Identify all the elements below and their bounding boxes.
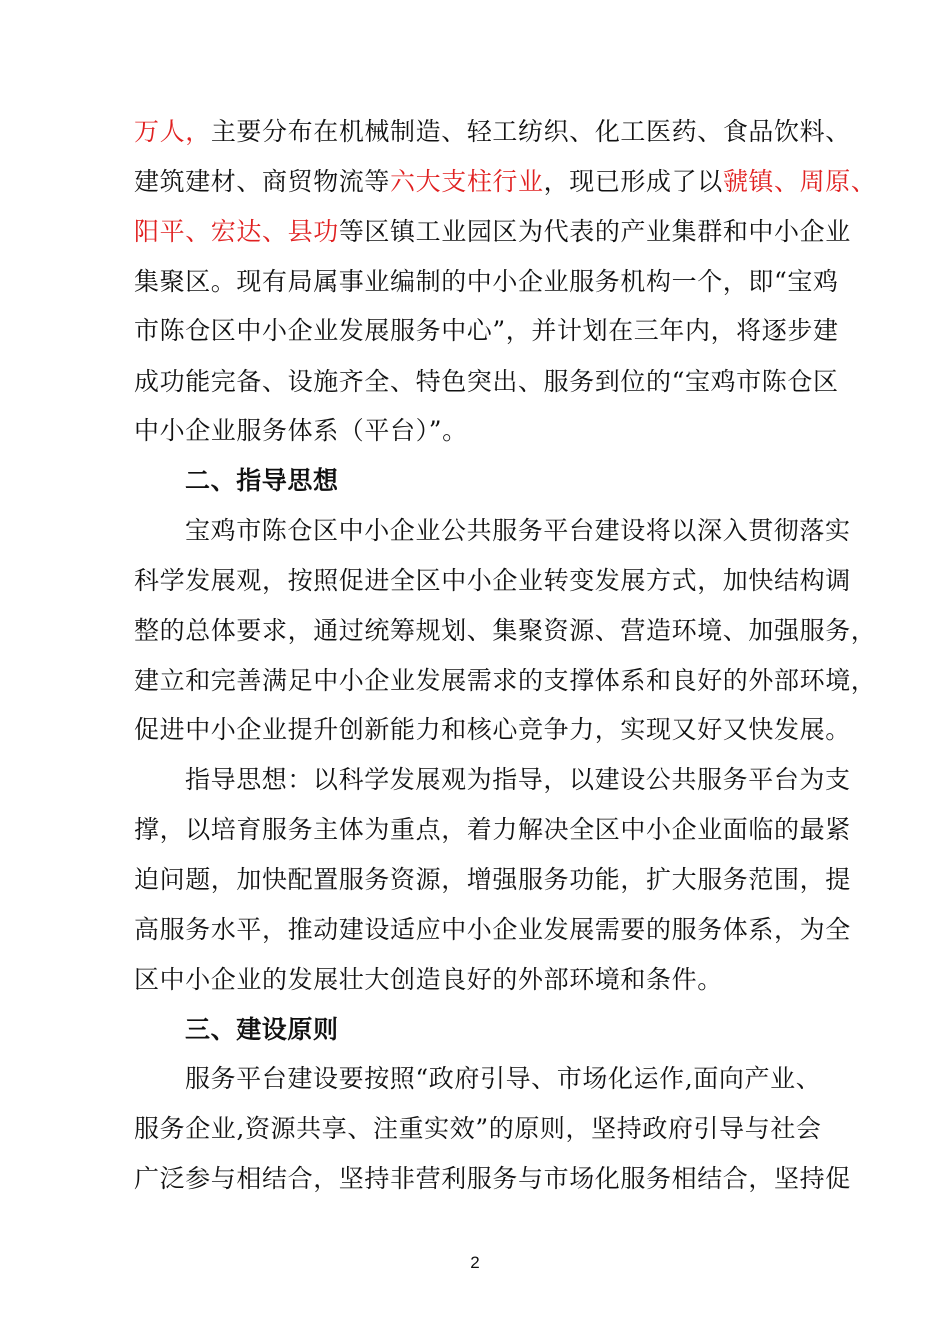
paragraph-line	[134, 214, 851, 250]
paragraph-line	[134, 164, 876, 200]
paragraph-line: 区中小企业的发展壮大创造良好的外部环境和条件。	[134, 965, 723, 994]
paragraph-line: 广泛参与相结合，坚持非营利服务与市场化服务相结合，坚持促	[134, 1164, 851, 1193]
section-heading: 二、指导思想	[185, 466, 339, 495]
paragraph-line: 集聚区。现有局属事业编制的中小企业服务机构一个，即“宝鸡	[134, 267, 839, 296]
paragraph-line	[134, 114, 851, 150]
paragraph-line: 成功能完备、设施齐全、特色突出、服务到位的“宝鸡市陈仓区	[134, 367, 839, 396]
highlighted-text: 六大支柱行业	[390, 167, 544, 196]
section-heading: 三、建设原则	[185, 1015, 339, 1044]
highlighted-text: 阳平、宏达、县功	[134, 217, 339, 246]
paragraph-line: 科学发展观，按照促进全区中小企业转变发展方式，加快结构调	[134, 566, 851, 595]
body-text: ，现已形成了以	[543, 167, 723, 196]
paragraph-line: 撑，以培育服务主体为重点，着力解决全区中小企业面临的最紧	[134, 815, 851, 844]
page-number: 2	[470, 1253, 480, 1272]
paragraph-line: 中小企业服务体系（平台）”。	[134, 416, 468, 445]
paragraph-line: 指导思想：以科学发展观为指导，以建设公共服务平台为支	[185, 765, 851, 794]
paragraph-line: 服务企业,资源共享、注重实效”的原则，坚持政府引导与社会	[134, 1114, 822, 1143]
body-text: 主要分布在机械制造、轻工纺织、化工医药、食品饮料、	[210, 117, 851, 146]
paragraph-line: 促进中小企业提升创新能力和核心竞争力，实现又好又快发展。	[134, 715, 851, 744]
paragraph-line: 整的总体要求，通过统筹规划、集聚资源、营造环境、加强服务，	[134, 616, 877, 645]
paragraph-line: 建立和完善满足中小企业发展需求的支撑体系和良好的外部环境，	[134, 666, 877, 695]
highlighted-text: 万人，	[134, 117, 211, 146]
highlighted-text: 虢镇、周原、	[722, 167, 877, 196]
body-text: 建筑建材、商贸物流等	[134, 167, 391, 196]
paragraph-line: 迫问题，加快配置服务资源，增强服务功能，扩大服务范围，提	[134, 865, 851, 894]
paragraph-line: 宝鸡市陈仓区中小企业公共服务平台建设将以深入贯彻落实	[185, 516, 851, 545]
paragraph-line: 市陈仓区中小企业发展服务中心”，并计划在三年内，将逐步建	[134, 316, 839, 345]
body-text: 等区镇工业园区为代表的产业集群和中小企业	[338, 217, 851, 246]
paragraph-line: 高服务水平，推动建设适应中小企业发展需要的服务体系，为全	[134, 915, 851, 944]
paragraph-line: 服务平台建设要按照“政府引导、市场化运作,面向产业、	[185, 1064, 822, 1093]
